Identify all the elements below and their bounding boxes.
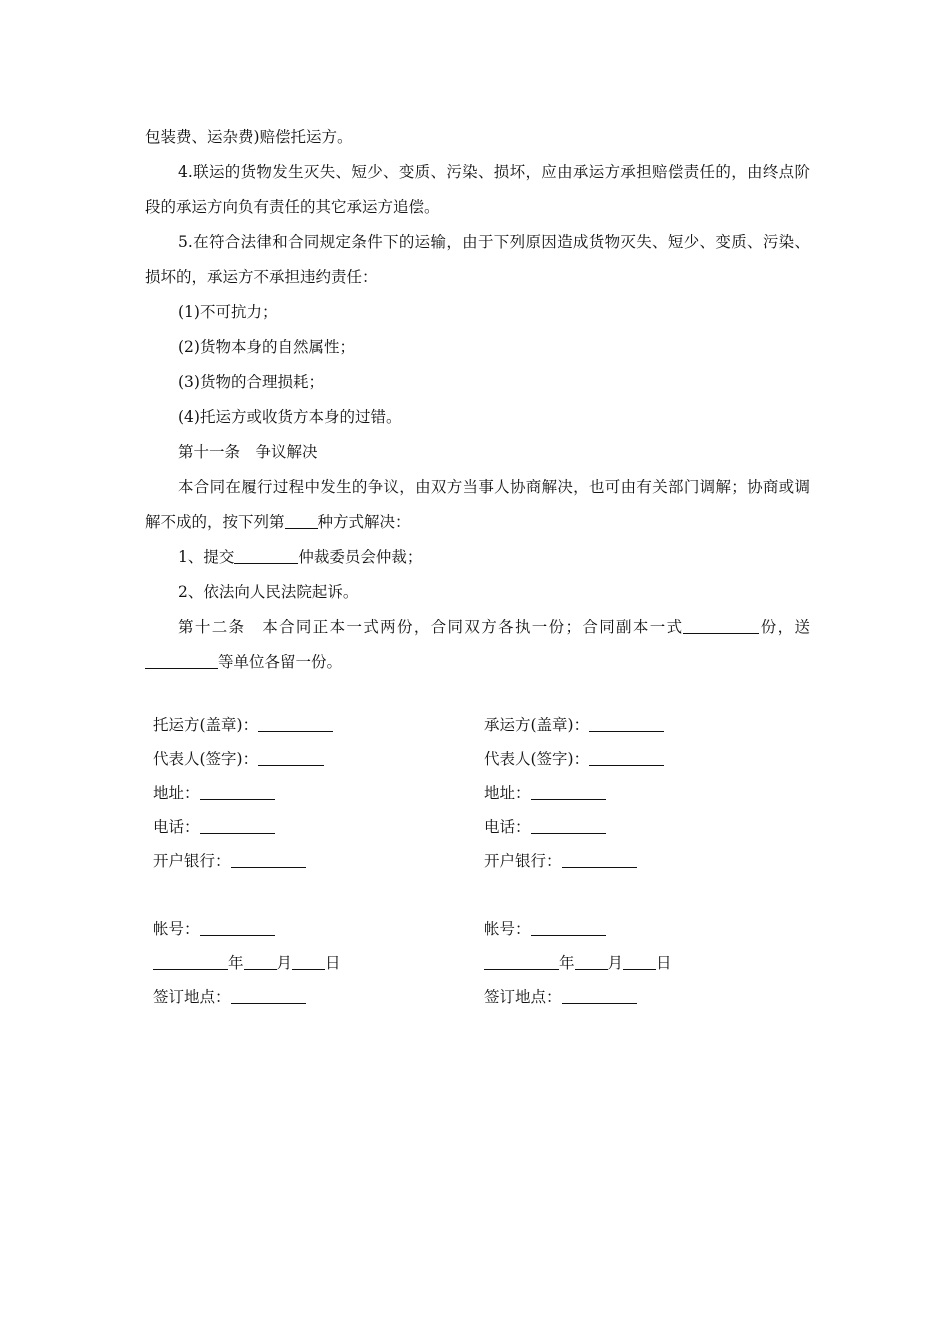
shipper-year-blank [153,954,228,971]
article-12-text-end: 等单位各留一份。 [218,653,343,671]
shipper-rep-row [153,742,341,776]
exemption-item-3: (3)货物的合理损耗； [178,373,324,391]
carrier-year-blank [484,954,559,971]
shipper-date-row [153,946,341,980]
carrier-party-row [484,708,672,742]
carrier-phone-label: 电话： [484,818,531,836]
shipper-day-label: 日 [325,954,341,972]
shipper-place-label: 签订地点： [153,988,231,1006]
recipient-units-blank [145,653,218,670]
shipper-bank-row [153,844,341,878]
carrier-account-label: 帐号： [484,920,531,938]
carrier-account-row [484,912,672,946]
shipper-year-label: 年 [228,954,244,972]
contract-body [145,120,810,680]
shipper-account-row [153,912,341,946]
carrier-bank-blank [562,852,637,869]
shipper-phone-label: 电话： [153,818,200,836]
paragraph-joint-transport: 4.联运的货物发生灭失、短少、变质、污染、损坏，应由承运方承担赔偿责任的，由终点阶段的承运方向负有责任的其它承运方追偿。 [145,163,810,216]
carrier-account-blank [531,920,606,937]
carrier-day-label: 日 [656,954,672,972]
shipper-rep-blank [258,750,324,767]
article-11-heading: 第十一条 争议解决 [178,443,318,461]
dispute-text: 本合同在履行过程中发生的争议，由双方当事人协商解决，也可由有关部门调解；协商或调解不成的，按下列第 [145,478,810,531]
arbitration-committee-blank [234,548,298,565]
carrier-bank-row [484,844,672,878]
shipper-signature-block [153,708,341,1014]
shipper-address-label: 地址： [153,784,200,802]
carrier-phone-blank [531,818,606,835]
shipper-address-blank [200,784,275,801]
dispute-option-2: 2、依法向人民法院起诉。 [178,583,359,601]
shipper-place-row [153,980,341,1014]
dispute-option-1 [145,540,810,575]
shipper-day-blank [292,954,325,971]
carrier-month-label: 月 [607,954,624,972]
article-12-text: 第十二条 本合同正本一式两份，合同双方各执一份；合同副本一式 [178,618,684,636]
article-12 [145,610,810,680]
article-12-text-mid: 份，送 [759,618,810,636]
dispute-text-end: 种方式解决： [317,513,411,531]
carrier-rep-blank [589,750,664,767]
option-1-text: 1、提交 [178,548,235,566]
paragraph-dispute [145,470,810,540]
carrier-year-label: 年 [559,954,575,972]
carrier-address-blank [531,784,606,801]
exemption-item-1: (1)不可抗力； [178,303,278,321]
option-1-text-end: 仲裁委员会仲裁； [298,548,423,566]
method-number-blank [285,513,318,530]
shipper-party-label: 托运方(盖章)： [153,716,259,734]
carrier-date-row [484,946,672,980]
carrier-place-row [484,980,672,1014]
shipper-phone-blank [200,818,275,835]
paragraph-compensation-tail: 包装费、运杂费)赔偿托运方。 [145,128,353,146]
shipper-rep-label: 代表人(签字)： [153,750,259,768]
shipper-party-row [153,708,341,742]
carrier-party-blank [589,716,664,733]
carrier-place-label: 签订地点： [484,988,562,1006]
carrier-bank-label: 开户银行： [484,852,562,870]
shipper-phone-row [153,810,341,844]
shipper-place-blank [231,988,306,1005]
carrier-month-blank [575,954,608,971]
shipper-address-row [153,776,341,810]
shipper-party-blank [258,716,333,733]
carrier-rep-label: 代表人(签字)： [484,750,590,768]
carrier-address-row [484,776,672,810]
shipper-month-blank [244,954,277,971]
shipper-month-label: 月 [276,954,293,972]
exemption-item-4: (4)托运方或收货方本身的过错。 [178,408,402,426]
carrier-address-label: 地址： [484,784,531,802]
paragraph-exemptions: 5.在符合法律和合同规定条件下的运输，由于下列原因造成货物灭失、短少、变质、污染、损坏的，承运方不承担违约责任： [145,233,810,286]
copies-count-blank [683,618,759,635]
shipper-bank-label: 开户银行： [153,852,231,870]
shipper-account-blank [200,920,275,937]
exemption-item-2: (2)货物本身的自然属性； [178,338,355,356]
carrier-signature-block [484,708,672,1014]
carrier-place-blank [562,988,637,1005]
carrier-rep-row [484,742,672,776]
shipper-bank-blank [231,852,306,869]
carrier-day-blank [623,954,656,971]
shipper-account-label: 帐号： [153,920,200,938]
carrier-party-label: 承运方(盖章)： [484,716,590,734]
carrier-phone-row [484,810,672,844]
